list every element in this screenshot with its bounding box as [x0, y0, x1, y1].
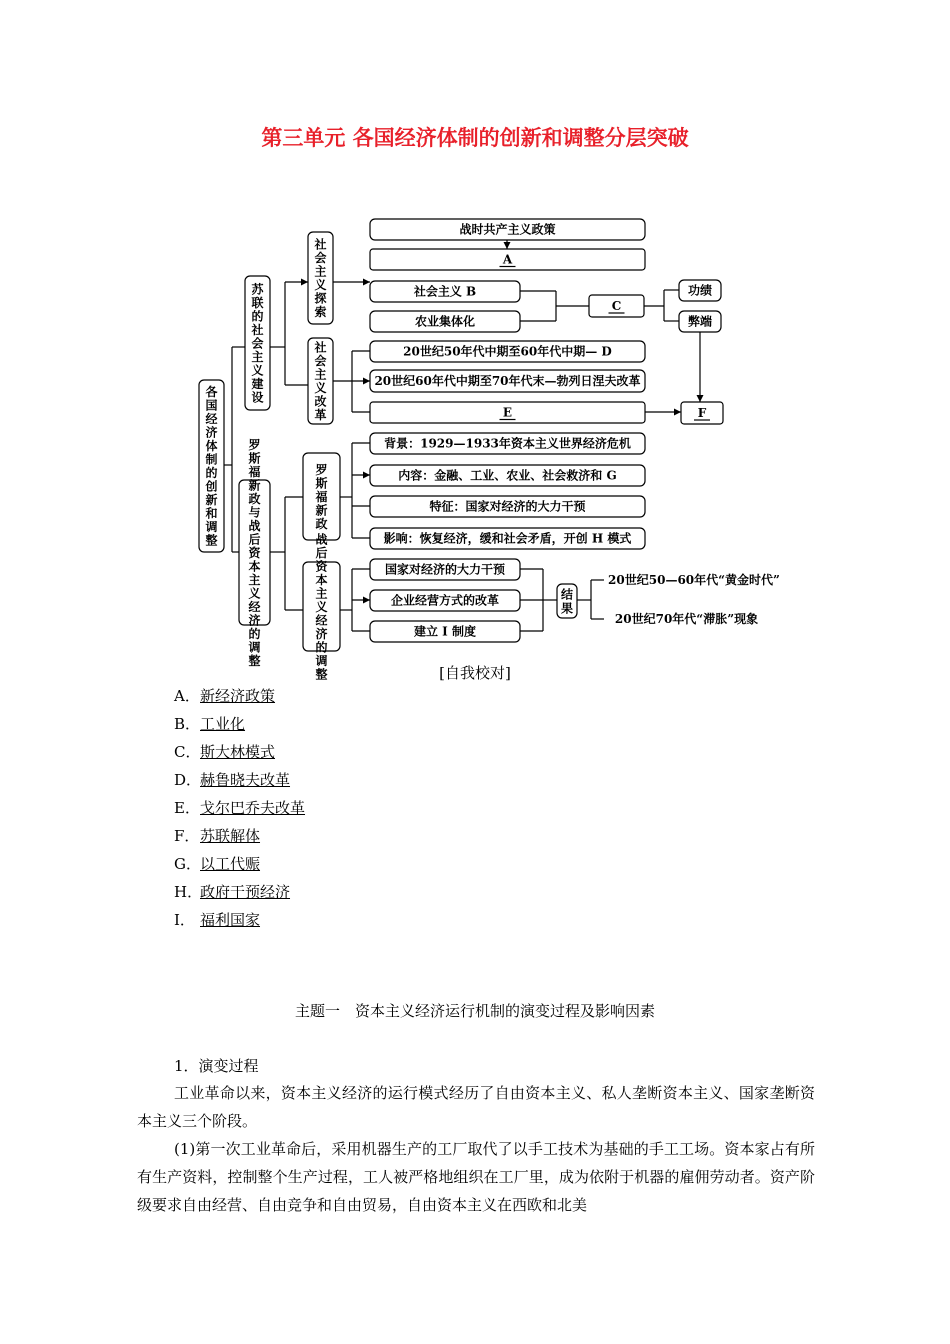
answer-item: C．斯大林模式 [174, 743, 276, 761]
socialist-exploration-label: 社会主义探索 [314, 237, 327, 319]
root-label: 各国经济体制的创新和调整 [205, 385, 218, 548]
golden-age-text: 20世纪50—60年代“黄金时代” [608, 573, 780, 587]
postwar-adjustment-label: 战后资本主义经济的调整 [315, 532, 328, 682]
answer-list [174, 682, 305, 934]
stagflation-text: 20世纪70年代“滞胀”现象 [614, 612, 759, 626]
brezhnev-reform-label: 20世纪60年代中期至70年代末—勃列日涅夫改革 [374, 374, 641, 388]
socialist-b-label: 社会主义 B [413, 284, 477, 299]
section-heading: 1．演变过程 [174, 1057, 259, 1075]
answer-item: G．以工代赈 [174, 855, 261, 873]
war-communism-label: 战时共产主义政策 [459, 222, 556, 237]
answer-item: E．戈尔巴乔夫改革 [174, 799, 306, 817]
answer-e-label: E [502, 405, 513, 420]
answer-f-label: F [697, 406, 707, 420]
arrow-head [504, 242, 511, 249]
newdeal-background-label: 背景：1929—1933年资本主义世界经济危机 [384, 436, 631, 451]
answer-item: A．新经济政策 [174, 687, 276, 705]
page-title: 第三单元 各国经济体制的创新和调整分层突破 [261, 126, 689, 150]
khrushchev-d-label: 20世纪50年代中期至60年代中期— D [403, 344, 612, 359]
state-intervention-label: 国家对经济的大力干预 [384, 562, 506, 577]
arrow-head [363, 378, 370, 385]
answer-a-label: A [502, 252, 513, 267]
agri-collectivization-label: 农业集体化 [414, 314, 476, 329]
answer-item: F．苏联解体 [174, 827, 261, 845]
arrow-head [301, 279, 308, 286]
roosevelt-postwar-label: 罗斯福新政与战后资本主义经济的调整 [248, 437, 261, 668]
answer-item: H．政府干预经济 [174, 883, 291, 901]
arrow-head [697, 395, 704, 402]
newdeal-feature-label: 特征：国家对经济的大力干预 [429, 499, 586, 514]
socialist-reform-label: 社会主义改革 [314, 340, 327, 422]
enterprise-reform-label: 企业经营方式的改革 [390, 593, 500, 608]
arrow-head [674, 409, 681, 416]
result-label: 结果 [560, 587, 574, 616]
newdeal-content-label: 内容：金融、工业、农业、社会救济和 G [398, 468, 617, 483]
merit-label: 功绩 [687, 283, 713, 298]
answer-item: D．赫鲁晓夫改革 [174, 771, 291, 789]
answer-c-label: C [611, 299, 622, 313]
body-paragraph: 工业革命以来，资本主义经济的运行模式经历了自由资本主义、私人垄断资本主义、国家垄断资本主义三个阶段。 [137, 1084, 815, 1130]
self-check-caption: [自我校对] [439, 664, 511, 682]
soviet-construction-label: 苏联的社会主义建设 [251, 282, 264, 405]
roosevelt-new-deal-label: 罗斯福新政 [315, 462, 328, 531]
answer-item: B．工业化 [174, 715, 246, 733]
arrow-head [363, 472, 370, 479]
arrow-head [363, 597, 370, 604]
body-paragraph: (1)第一次工业革命后，采用机器生产的工厂取代了以手工技术为基础的手工工场。资本家占有所有生产资料，控制整个生产过程，工人被严格地组织在工厂里，成为依附于机器的雇佣劳动者。资产阶级要求自由经营、自由竞争和自由贸易，自由资本主义在西欧和北美 [137, 1140, 815, 1214]
arrow-head [363, 279, 370, 286]
topic-heading: 主题一 资本主义经济运行机制的演变过程及影响因素 [294, 1002, 655, 1020]
flaw-label: 弊端 [687, 314, 713, 329]
establish-i-label: 建立 I 制度 [414, 624, 476, 639]
newdeal-impact-label: 影响：恢复经济，缓和社会矛盾，开创 H 模式 [383, 531, 632, 546]
answer-item: I． 福利国家 [174, 911, 261, 929]
